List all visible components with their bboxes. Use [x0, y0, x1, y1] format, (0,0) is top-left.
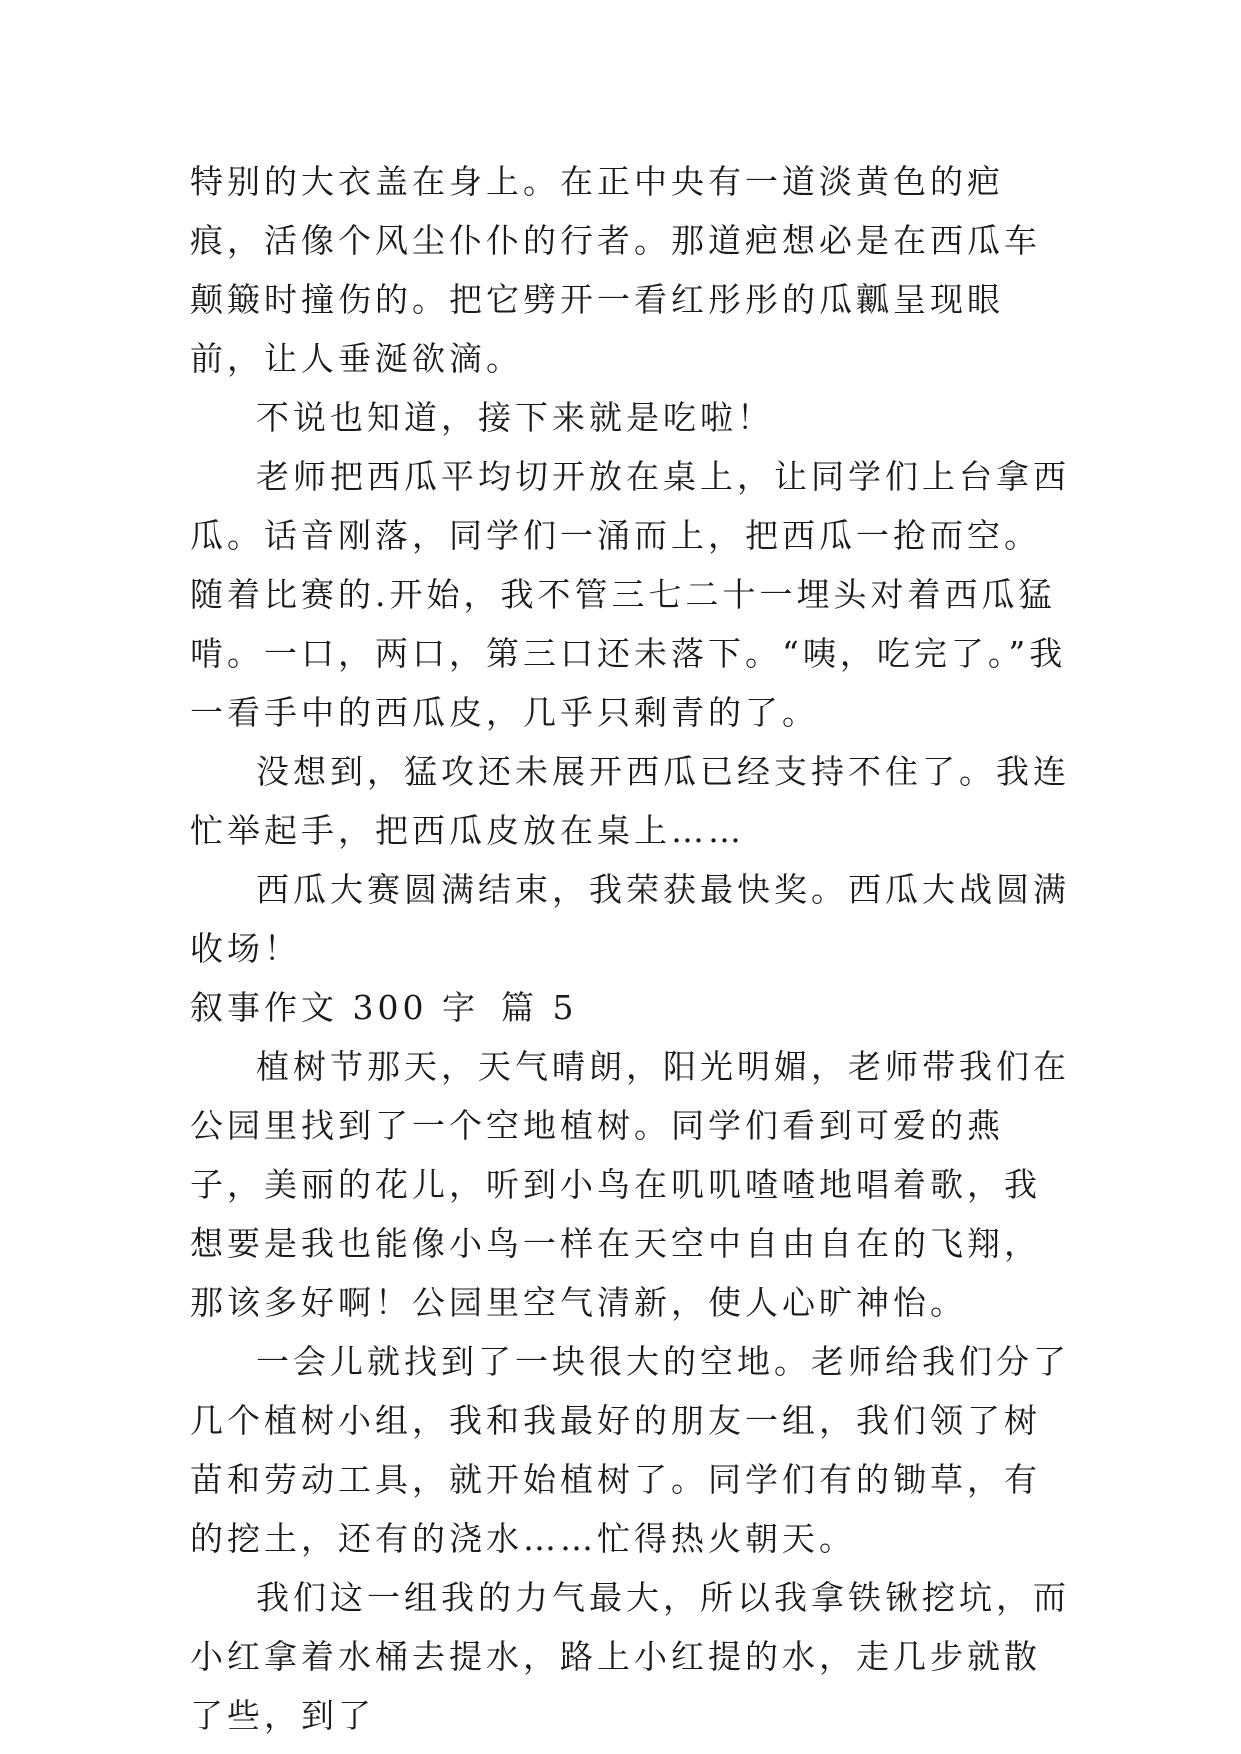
- paragraph-7: 一会儿就找到了一块很大的空地。老师给我们分了几个植树小组，我和我最好的朋友一组，我们领了树苗和劳动工具，就开始植树了。同学们有的锄草，有的挖土，还有的浇水……忙得热火朝天。: [190, 1342, 1070, 1558]
- document-body: [190, 152, 1070, 1745]
- paragraph-6: 植树节那天，天气晴朗，阳光明媚，老师带我们在公园里找到了一个空地植树。同学们看到可爱的燕子，美丽的花儿，听到小鸟在叽叽喳喳地唱着歌，我想要是我也能像小鸟一样在天空中自由自在的飞翔，那该多好啊！公园里空气清新，使人心旷神怡。: [190, 1047, 1070, 1322]
- paragraph-4: 没想到，猛攻还未展开西瓜已经支持不住了。我连忙举起手，把西瓜皮放在桌上……: [190, 752, 1070, 850]
- paragraph-8: 我们这一组我的力气最大，所以我拿铁锹挖坑，而小红拿着水桶去提水，路上小红提的水，走几步就散了些，到了: [190, 1578, 1070, 1735]
- paragraph-1: 特别的大衣盖在身上。在正中央有一道淡黄色的疤痕，活像个风尘仆仆的行者。那道疤想必是在西瓜车颠簸时撞伤的。把它劈开一看红彤彤的瓜瓤呈现眼前，让人垂涎欲滴。: [190, 162, 1041, 378]
- section-title: 叙事作文 300 字: [190, 988, 479, 1027]
- paragraph-5: 西瓜大赛圆满结束，我荣获最快奖。西瓜大战圆满收场！: [190, 870, 1070, 968]
- section-label: 篇 5: [500, 988, 578, 1027]
- paragraph-2: 不说也知道，接下来就是吃啦！: [256, 398, 774, 437]
- paragraph-3: 老师把西瓜平均切开放在桌上，让同学们上台拿西瓜。话音刚落，同学们一涌而上，把西瓜一抢而空。随着比赛的.开始，我不管三七二十一埋头对着西瓜猛啃。一口，两口，第三口还未落下。“咦，吃完了。”我一看手中的西瓜皮，几乎只剩青的了。: [190, 457, 1070, 732]
- section-heading: [190, 978, 1070, 1037]
